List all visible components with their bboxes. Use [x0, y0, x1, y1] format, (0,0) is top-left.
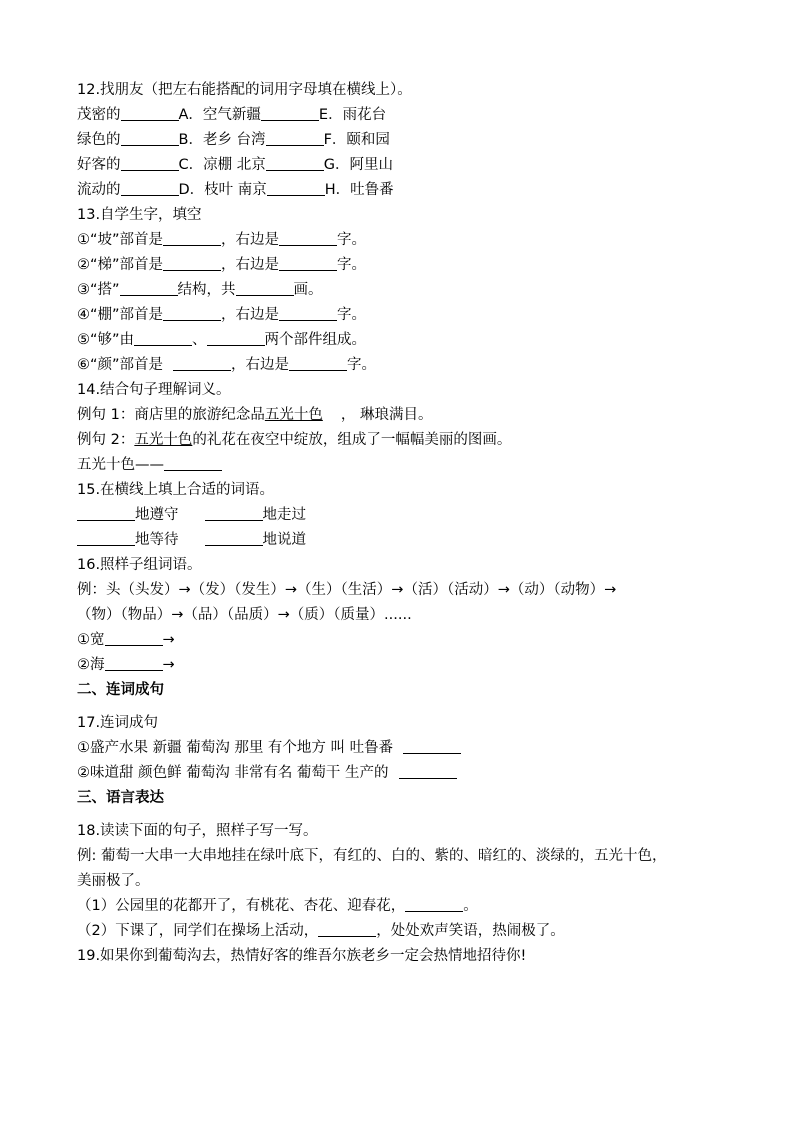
- q14-example-1: [77, 403, 737, 428]
- q14-ex2-text-end: 的礼花在夜空中绽放，组成了一幅幅美丽的图画。: [192, 432, 512, 448]
- worksheet-page: [77, 78, 737, 969]
- q14-ex1-text: 例句 1：商店里的旅游纪念品: [77, 407, 265, 423]
- answer-blank[interactable]: [207, 329, 265, 346]
- answer-blank[interactable]: [205, 504, 263, 521]
- q12-row: [77, 103, 737, 128]
- q16-item: [77, 628, 737, 653]
- q13-item: [77, 353, 737, 378]
- answer-blank[interactable]: [105, 629, 163, 646]
- q14-answer-label: 五光十色——: [77, 457, 164, 473]
- q12-row-right: F．颐和园: [323, 132, 390, 148]
- q13-item-text: ，右边是: [221, 257, 280, 273]
- answer-blank[interactable]: [279, 304, 337, 321]
- q13-item-text: ④“棚”部首是: [77, 307, 164, 323]
- q13-item-text: 两个部件组成。: [264, 332, 367, 348]
- answer-blank[interactable]: [289, 354, 347, 371]
- q13-item: [77, 228, 737, 253]
- answer-blank[interactable]: [236, 279, 294, 296]
- answer-blank[interactable]: [121, 129, 179, 146]
- q14-ex1-underlined: 五光十色: [264, 407, 323, 423]
- q12-row-left: 流动的: [77, 182, 121, 198]
- section-heading: 二、连词成句: [77, 682, 164, 698]
- q12-row-right: H．吐鲁番: [324, 182, 394, 198]
- arrow-icon: →: [162, 657, 175, 673]
- arrow-icon: →: [162, 632, 175, 648]
- q12-row-right: G．阿里山: [323, 157, 393, 173]
- answer-blank[interactable]: [77, 504, 135, 521]
- q13-item: [77, 303, 737, 328]
- q12-row-left: 茂密的: [77, 107, 121, 123]
- q17-title: 17.连词成句: [77, 715, 159, 731]
- q13-item-text: ②“梯”部首是: [77, 257, 164, 273]
- q12-row: [77, 153, 737, 178]
- q15-title: 15.在横线上填上合适的词语。: [77, 482, 275, 498]
- section-heading: 三、语言表达: [77, 790, 164, 806]
- q15-word: 地说道: [262, 532, 306, 548]
- q13-item-text: ①“坡”部首是: [77, 232, 164, 248]
- q13-item-text: 字。: [337, 257, 367, 273]
- q12-row: [77, 128, 737, 153]
- answer-blank[interactable]: [121, 104, 179, 121]
- q14-title: 14.结合句子理解词义。: [77, 382, 231, 398]
- q14-ex2-text: 例句 2：: [77, 432, 135, 448]
- q17-item-text: ①盛产水果 新疆 葡萄沟 那里 有个地方 叫 吐鲁番: [77, 740, 394, 756]
- q12-row-mid: B．老乡 台湾: [178, 132, 266, 148]
- q16-item-label: ②海: [77, 657, 105, 673]
- q13-item: [77, 253, 737, 278]
- q12-title: 12.找朋友（把左右能搭配的词用字母填在横线上）。: [77, 82, 412, 98]
- q14-example-2: [77, 428, 737, 453]
- answer-blank[interactable]: [261, 104, 319, 121]
- q13-item: [77, 278, 737, 303]
- q13-item-text: ，右边是: [221, 307, 280, 323]
- q18-example-line-2: 美丽极了。: [77, 873, 150, 889]
- q12-row-mid: C．凉棚 北京: [178, 157, 266, 173]
- q13-title: 13.自学生字，填空: [77, 207, 202, 223]
- q18-example-line-1: 例: 葡萄一大串一大串地挂在绿叶底下，有红的、白的、紫的、暗红的、淡绿的，五光十色，: [77, 848, 667, 864]
- answer-blank[interactable]: [266, 154, 324, 171]
- q16-title: 16.照样子组词语。: [77, 557, 202, 573]
- answer-blank[interactable]: [173, 354, 231, 371]
- q14-ex1-text-end: ， 琳琅满目。: [340, 407, 433, 423]
- answer-blank[interactable]: [266, 129, 324, 146]
- q12-row-mid: D．枝叶 南京: [178, 182, 267, 198]
- q18-item-text: （2）下课了，同学们在操场上活动，: [77, 923, 319, 939]
- answer-blank[interactable]: [163, 254, 221, 271]
- q15-word: 地遵守: [135, 507, 179, 523]
- q12-row-mid: A．空气新疆: [178, 107, 261, 123]
- q18-title: 18.读读下面的句子，照样子写一写。: [77, 823, 318, 839]
- answer-blank[interactable]: [77, 529, 135, 546]
- answer-blank[interactable]: [163, 304, 221, 321]
- q13-item: [77, 328, 737, 353]
- q16-example-line-1: 例：头（头发）→（发）（发生）→（生）（生活）→（活）（活动）→（动）（动物）→: [77, 582, 617, 598]
- answer-blank[interactable]: [164, 454, 222, 471]
- answer-blank[interactable]: [267, 179, 325, 196]
- q13-item-text: 字。: [347, 357, 377, 373]
- q16-example-line-2: （物）（物品）→（品）（品质）→（质）（质量）......: [77, 607, 412, 623]
- q13-item-text: ，右边是: [231, 357, 290, 373]
- answer-blank[interactable]: [105, 654, 163, 671]
- q16-item-label: ①宽: [77, 632, 105, 648]
- answer-blank[interactable]: [279, 229, 337, 246]
- q18-item-text-end: 。: [463, 898, 478, 914]
- q18-item-text: （1）公园里的花都开了，有桃花、杏花、迎春花，: [77, 898, 406, 914]
- answer-blank[interactable]: [120, 279, 178, 296]
- q15-row: [77, 503, 737, 528]
- q18-item: [77, 919, 737, 944]
- answer-blank[interactable]: [121, 179, 179, 196]
- q16-item: [77, 653, 737, 678]
- q13-item-text: 字。: [337, 307, 367, 323]
- q13-item-text: ，右边是: [221, 232, 280, 248]
- q12-row: [77, 178, 737, 203]
- q12-row-right: E．雨花台: [318, 107, 387, 123]
- q15-word: 地走过: [262, 507, 306, 523]
- q13-item-text: 字。: [337, 232, 367, 248]
- q17-item: [77, 761, 737, 786]
- answer-blank[interactable]: [279, 254, 337, 271]
- q17-item-text: ②味道甜 颜色鲜 葡萄沟 非常有名 葡萄干 生产的: [77, 765, 389, 781]
- q13-item-text: 画。: [293, 282, 323, 298]
- q17-item: [77, 736, 737, 761]
- answer-blank[interactable]: [205, 529, 263, 546]
- q14-answer: [77, 453, 737, 478]
- q12-row-left: 绿色的: [77, 132, 121, 148]
- answer-blank[interactable]: [403, 737, 461, 754]
- q13-item-text: ③“搭”: [77, 282, 120, 298]
- answer-blank[interactable]: [134, 329, 192, 346]
- q12-row-left: 好客的: [77, 157, 121, 173]
- q13-item-text: ⑤“够”由: [77, 332, 135, 348]
- answer-blank[interactable]: [121, 154, 179, 171]
- answer-blank[interactable]: [163, 229, 221, 246]
- q13-item-text: 、: [192, 332, 207, 348]
- q13-item-text: 结构，共: [177, 282, 236, 298]
- q18-item: [77, 894, 737, 919]
- q15-word: 地等待: [135, 532, 179, 548]
- q18-item-text-end: ，处处欢声笑语，热闹极了。: [376, 923, 565, 939]
- q15-row: [77, 528, 737, 553]
- answer-blank[interactable]: [405, 895, 463, 912]
- q19-title: 19.如果你到葡萄沟去，热情好客的维吾尔族老乡一定会热情地招待你!: [77, 948, 527, 964]
- answer-blank[interactable]: [399, 762, 457, 779]
- q13-item-text: ⑥“颜”部首是: [77, 357, 164, 373]
- q14-ex2-underlined: 五光十色: [134, 432, 193, 448]
- answer-blank[interactable]: [318, 920, 376, 937]
